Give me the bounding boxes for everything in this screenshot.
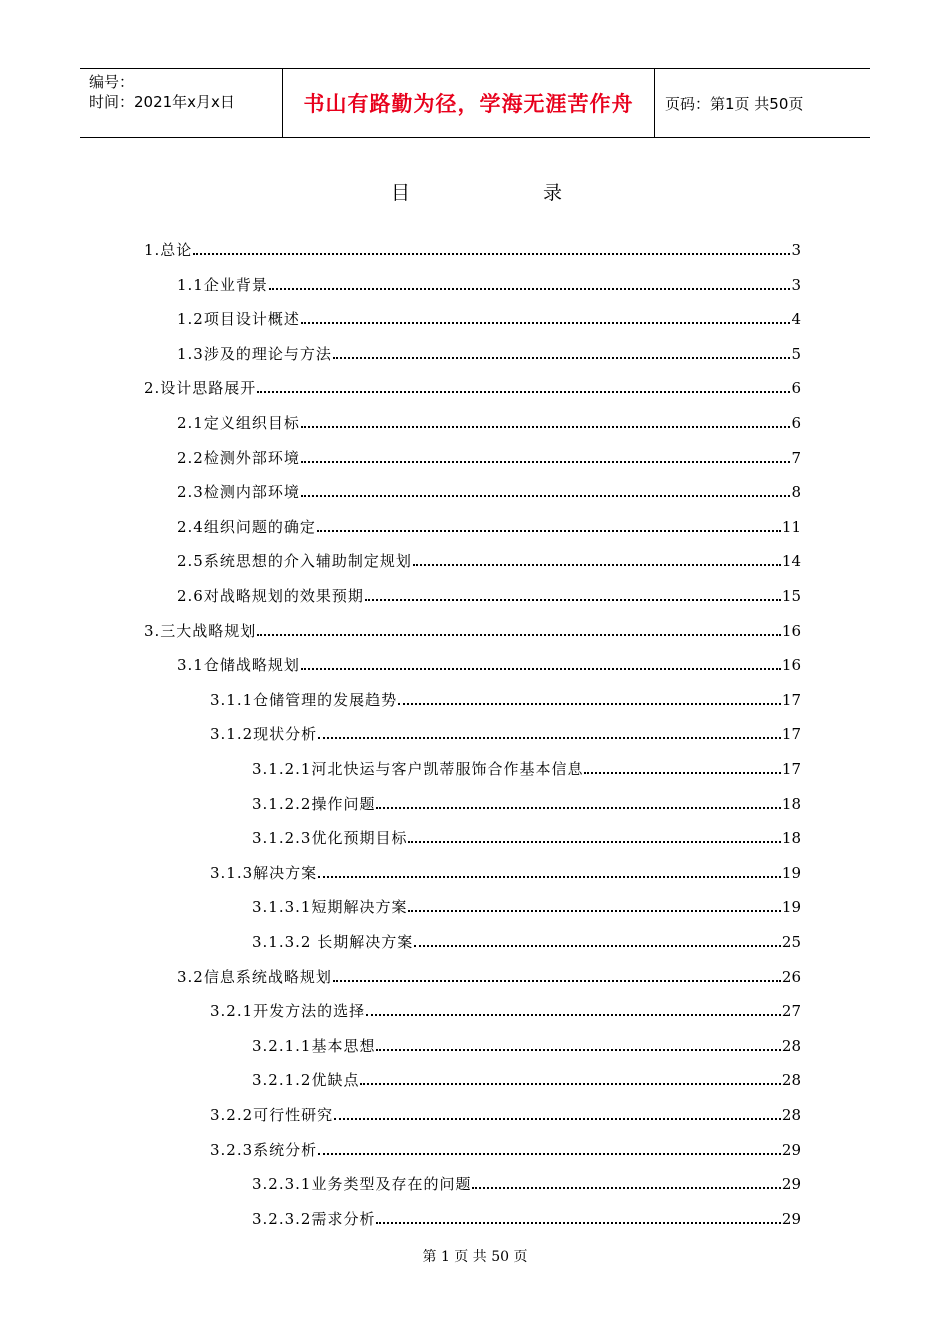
toc-entry[interactable] (210, 1103, 801, 1125)
toc-entry[interactable] (177, 549, 801, 571)
header-page-info: 页码：第1页 共50页 (665, 94, 804, 113)
toc-leader-dots (376, 1048, 780, 1051)
toc-entry-page: 29 (781, 1140, 801, 1159)
toc-entry-page: 28 (781, 1036, 801, 1055)
toc-leader-dots (301, 460, 791, 463)
toc-entry-title: 3.三大战略规划 (144, 621, 257, 640)
toc-entry[interactable] (210, 999, 801, 1021)
toc-entry-page: 25 (781, 933, 801, 951)
toc-entry-title: 3.2.1.1基本思想 (252, 1036, 376, 1055)
toc-entry-title: 3.1.2现状分析 (210, 725, 318, 744)
toc-entry-page: 16 (781, 656, 801, 675)
toc-entry[interactable] (144, 238, 801, 260)
toc-entry-page: 18 (781, 829, 801, 848)
toc-entry-title: 2.设计思路展开 (144, 379, 257, 398)
toc-entry-page: 17 (781, 760, 801, 778)
toc-entry-title: 2.3检测内部环境 (177, 483, 300, 502)
toc-entry-title: 3.1.3.2 长期解决方案 (252, 933, 414, 951)
toc-entry[interactable] (252, 930, 801, 952)
toc-entry[interactable] (144, 376, 801, 398)
page-header (80, 68, 870, 138)
toc-entry-page: 19 (781, 863, 801, 882)
toc-leader-dots (376, 1221, 780, 1224)
toc-entry[interactable] (144, 619, 801, 641)
toc-entry-title: 3.2.3系统分析 (210, 1140, 318, 1159)
toc-entry[interactable] (252, 1207, 801, 1229)
toc-leader-dots (301, 425, 791, 428)
toc-entry-page: 15 (781, 587, 801, 605)
toc-entry-page: 28 (781, 1106, 801, 1124)
toc-entry-title: 3.2.1开发方法的选择 (210, 1002, 366, 1021)
title-left-char: 目 (391, 182, 411, 204)
toc-entry-page: 3 (791, 241, 801, 259)
toc-entry-page: 14 (781, 552, 801, 571)
title-right-char: 录 (543, 182, 563, 204)
toc-entry[interactable] (252, 1172, 801, 1194)
toc-leader-dots (584, 771, 780, 774)
toc-entry[interactable] (252, 826, 801, 848)
toc-leader-dots (318, 875, 781, 878)
toc-leader-dots (257, 633, 781, 636)
toc-entry-title: 2.2检测外部环境 (177, 448, 300, 467)
toc-entry[interactable] (177, 515, 801, 537)
toc-entry-title: 3.2.3.1业务类型及存在的问题 (252, 1175, 472, 1194)
toc-entry-title: 3.1.2.3优化预期目标 (252, 829, 408, 848)
toc-leader-dots (269, 287, 791, 290)
toc-entry-title: 3.2.2可行性研究 (210, 1106, 334, 1124)
toc-entry-page: 3 (791, 275, 801, 294)
toc-entry-page: 17 (781, 725, 801, 744)
toc-leader-dots (301, 494, 791, 497)
number-label: 编号： (89, 73, 135, 91)
toc-entry[interactable] (210, 861, 801, 883)
toc-leader-dots (257, 390, 790, 393)
toc-entry-page: 28 (781, 1071, 801, 1090)
header-motto: 书山有路勤为径，学海无涯苦作舟 (303, 92, 634, 116)
time-label: 时间：2021年x月x日 (89, 93, 235, 111)
toc-entry-title: 3.1.2.1河北快运与客户凯蒂服饰合作基本信息 (252, 760, 584, 778)
toc-leader-dots (318, 736, 781, 739)
toc-leader-dots (366, 1013, 781, 1016)
page-footer: 第 1 页 共 50 页 (422, 1249, 528, 1265)
toc-entry-title: 1.3涉及的理论与方法 (177, 344, 332, 363)
toc-entry[interactable] (252, 1034, 801, 1056)
toc-entry[interactable] (177, 307, 801, 329)
header-meta (80, 69, 282, 137)
toc-entry-page: 4 (791, 310, 801, 329)
toc-entry-title: 2.1定义组织目标 (177, 414, 300, 432)
toc-entry-title: 3.1.3解决方案 (210, 863, 318, 882)
toc-entry[interactable] (177, 342, 801, 364)
toc-leader-dots (413, 563, 781, 566)
toc-entry-title: 1.2项目设计概述 (177, 310, 300, 329)
toc-leader-dots (301, 667, 781, 670)
toc-entry-title: 3.2信息系统战略规划 (177, 967, 332, 986)
toc-leader-dots (408, 840, 780, 843)
toc-entry[interactable] (252, 895, 801, 917)
toc-leader-dots (472, 1186, 780, 1189)
toc-entry-title: 3.2.3.2需求分析 (252, 1209, 376, 1228)
toc-leader-dots (398, 702, 781, 705)
toc-entry[interactable] (177, 446, 801, 468)
toc-leader-dots (333, 979, 781, 982)
toc-leader-dots (333, 356, 791, 359)
page-title (0, 178, 950, 208)
toc-leader-dots (365, 598, 781, 601)
toc-entry-page: 11 (781, 517, 801, 536)
toc-entry-title: 3.1.1仓储管理的发展趋势 (210, 690, 398, 709)
toc-entry-title: 2.4组织问题的确定 (177, 517, 316, 536)
toc-entry[interactable] (177, 411, 801, 433)
toc-entry-title: 3.2.1.2优缺点 (252, 1071, 360, 1090)
toc-entry-page: 18 (781, 794, 801, 813)
toc-entry[interactable] (177, 480, 801, 502)
toc-entry-title: 2.6对战略规划的效果预期 (177, 587, 364, 605)
toc-entry[interactable] (252, 757, 801, 779)
toc-entry[interactable] (252, 792, 801, 814)
toc-entry-page: 7 (791, 448, 801, 467)
toc-leader-dots (414, 944, 781, 947)
toc-entry[interactable] (177, 584, 801, 606)
toc-entry[interactable] (177, 965, 801, 987)
toc-entry-title: 1.1企业背景 (177, 275, 268, 294)
toc-entry-page: 27 (781, 1002, 801, 1021)
toc-entry[interactable] (210, 1138, 801, 1160)
toc-entry-page: 29 (781, 1175, 801, 1194)
header-motto-cell (282, 69, 655, 137)
toc-entry-title: 1.总论 (144, 241, 193, 259)
toc-entry-page: 26 (781, 967, 801, 986)
toc-entry-page: 5 (791, 344, 801, 363)
toc-leader-dots (318, 1152, 781, 1155)
toc-entry-title: 2.5系统思想的介入辅助制定规划 (177, 552, 412, 571)
toc-entry-page: 16 (781, 621, 801, 640)
toc-entry-page: 8 (791, 483, 801, 502)
toc-entry[interactable] (210, 722, 801, 744)
toc-entry[interactable] (177, 653, 801, 675)
toc-leader-dots (301, 321, 791, 324)
toc-entry-page: 19 (781, 898, 801, 917)
toc-entry-title: 3.1.2.2操作问题 (252, 794, 376, 813)
toc-leader-dots (317, 529, 781, 532)
toc-entry-title: 3.1.3.1短期解决方案 (252, 898, 408, 917)
toc-entry-page: 29 (781, 1209, 801, 1228)
toc-leader-dots (376, 806, 780, 809)
toc-leader-dots (408, 909, 780, 912)
toc-entry-page: 6 (791, 414, 801, 432)
toc-leader-dots (360, 1082, 780, 1085)
toc-entry[interactable] (177, 273, 801, 295)
toc-entry-title: 3.1仓储战略规划 (177, 656, 300, 675)
toc-leader-dots (334, 1117, 781, 1120)
toc-entry-page: 6 (791, 379, 801, 398)
toc-entry-page: 17 (781, 690, 801, 709)
toc-entry[interactable] (210, 688, 801, 710)
toc-leader-dots (193, 252, 790, 255)
toc-entry[interactable] (252, 1068, 801, 1090)
